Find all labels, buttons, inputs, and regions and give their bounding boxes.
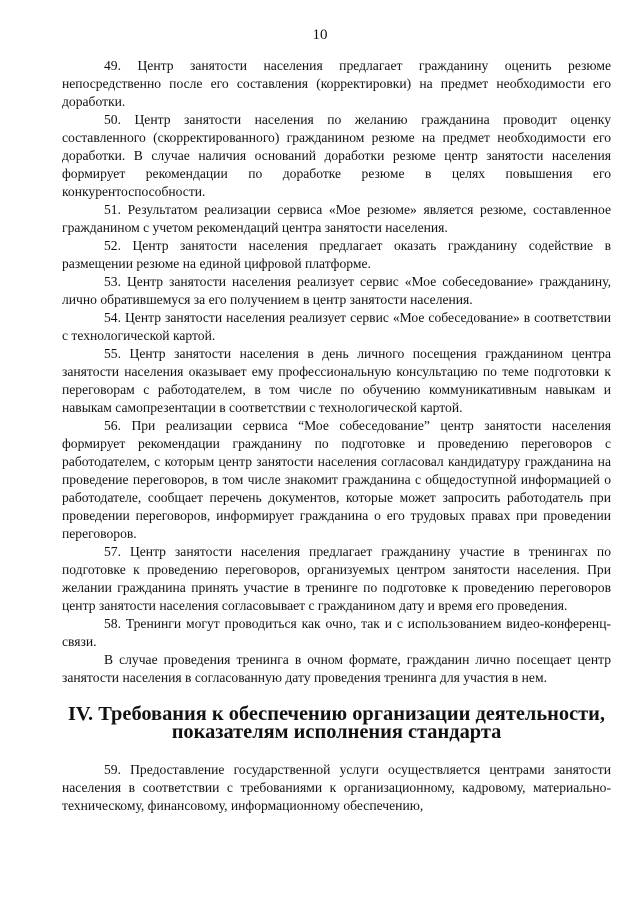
paragraph-49: 49. Центр занятости населения предлагает гражданину оценить резюме непосредственно после его составления (корректировки) на предмет необходимости его доработки. (62, 58, 611, 109)
section-heading-line-2: показателям исполнения стандарта (171, 721, 502, 743)
paragraph-55: 55. Центр занятости населения в день личного посещения гражданином центра занятости населения оказывает ему профессиональную консультацию по теме подготовки к переговорам с работодателем, в том числе по обучению коммуникативным навыкам и навыкам самопрезентации в соответствии с технологической картой. (62, 346, 611, 415)
paragraph-58: 58. Тренинги могут проводиться как очно, так и с использованием видео-конференц-связи. (62, 616, 611, 649)
paragraph-51: 51. Результатом реализации сервиса «Мое резюме» является резюме, составленное гражданином с учетом рекомендаций центра занятости населения. (62, 202, 611, 235)
paragraph-50: 50. Центр занятости населения по желанию гражданина проводит оценку составленного (скорректированного) гражданином резюме на предмет необходимости его доработки. В случае наличия оснований доработки резюме центр занятости населения формирует рекомендации по доработке резюме в целях повышения его конкурентоспособности. (62, 112, 611, 199)
paragraph-56: 56. При реализации сервиса “Мое собеседование” центр занятости населения формирует рекомендации гражданину по подготовке и проведению переговоров с работодателем, с которым центр занятости населения согласовал кандидатуру гражданина на проведение переговоров, в том числе знакомит гражданина с общедоступной информацией о работодателе, сообщает перечень документов, которые может запросить работодатель при проведении переговоров, информирует гражданина о его трудовых правах при проведении переговоров. (62, 418, 611, 541)
paragraph-54: 54. Центр занятости населения реализует сервис «Мое собеседование» в соответствии с технологической картой. (62, 310, 611, 343)
section-heading-line-1: IV. Требования к обеспечению организации деятельности, (68, 703, 605, 725)
paragraph-52: 52. Центр занятости населения предлагает оказать гражданину содействие в размещении резюме на единой цифровой платформе. (62, 238, 611, 271)
paragraph-58-continued: В случае проведения тренинга в очном формате, гражданин лично посещает центр занятости населения в согласованную дату проведения тренинга для участия в нем. (62, 652, 611, 685)
document-body (62, 57, 611, 815)
page-number: 10 (312, 27, 328, 43)
paragraph-57: 57. Центр занятости населения предлагает гражданину участие в тренингах по подготовке к проведению переговоров, организуемых центром занятости населения. При желании гражданина принять участие в тренинге по подготовке к проведению переговоров центр занятости населения согласовывает с гражданином дату и время его проведения. (62, 544, 611, 613)
paragraph-59: 59. Предоставление государственной услуги осуществляется центрами занятости населения в соответствии с требованиями к организационному, кадровому, материально-техническому, финансовому, информационному обеспечению, (62, 762, 611, 813)
paragraph-53: 53. Центр занятости населения реализует сервис «Мое собеседование» гражданину, лично обратившемуся за его получением в центр занятости населения. (62, 274, 611, 307)
section-heading (62, 705, 611, 741)
